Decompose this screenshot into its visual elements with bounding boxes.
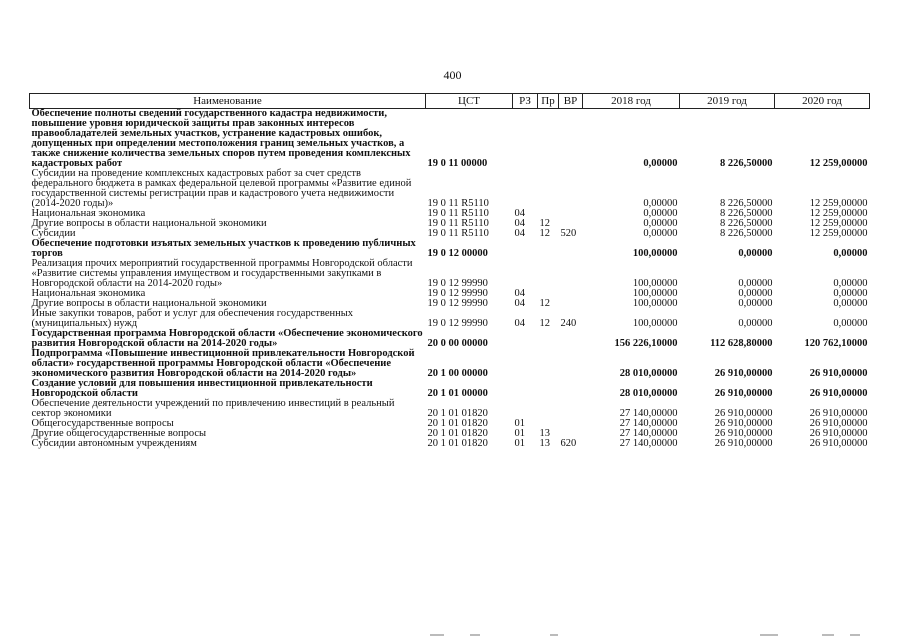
cell-rz (513, 399, 538, 419)
cell-y2019: 0,00000 (738, 318, 773, 329)
cell-y2018: 0,00000 (643, 218, 678, 229)
cell-y2020: 26 910,00000 (809, 388, 868, 399)
cell-y2020: 0,00000 (833, 298, 868, 309)
page-number: 400 (443, 68, 462, 82)
cell-rz: 01 (514, 438, 525, 449)
cell-vr (559, 399, 583, 419)
cell-y2018: 0,00000 (643, 208, 678, 219)
cell-y2019: 26 910,00000 (714, 438, 773, 449)
cell-name: Другие общегосударственные вопросы (31, 428, 207, 439)
cell-pr: 12 (539, 228, 550, 239)
column-header-2020: 2020 год (775, 94, 870, 109)
column-header-name: Наименование (30, 94, 426, 109)
cell-cst: 20 1 01 01820 (427, 408, 488, 419)
cell-y2018: 100,00000 (632, 298, 678, 309)
cell-y2019: 8 226,50000 (720, 198, 773, 209)
cell-vr (559, 169, 583, 209)
cell-rz: 01 (514, 428, 525, 439)
cell-vr (559, 209, 583, 219)
cell-y2020: 26 910,00000 (809, 428, 868, 439)
cell-cst: 19 0 12 99990 (427, 318, 488, 329)
cell-name: Субсидии (31, 228, 76, 239)
cell-pr (538, 239, 559, 259)
cell-vr (559, 289, 583, 299)
cell-y2019: 0,00000 (738, 248, 773, 259)
table-row (30, 309, 870, 329)
cell-y2018: 100,00000 (632, 278, 678, 289)
table-body (30, 109, 870, 450)
cell-name: Общегосударственные вопросы (31, 418, 174, 429)
cell-y2018: 100,00000 (632, 248, 678, 259)
cell-y2019: 26 910,00000 (714, 428, 773, 439)
cell-rz: 04 (514, 208, 525, 219)
cell-y2018: 0,00000 (643, 198, 678, 209)
cell-y2019: 26 910,00000 (714, 368, 773, 379)
cell-name: Субсидии на проведение комплексных кадастровых работ за счет средств федерального бюджета в рамках федеральной целевой программы «Развитие единой государственной системы регистрации прав и кадастрового учета недвижимости (2014-2020 годы)» (31, 168, 412, 209)
cell-pr (538, 379, 559, 399)
cell-vr (559, 329, 583, 349)
cell-pr: 13 (539, 438, 550, 449)
column-header-2018: 2018 год (583, 94, 680, 109)
column-header-rz: РЗ (513, 94, 538, 109)
cell-y2020: 26 910,00000 (809, 418, 868, 429)
cell-y2020: 12 259,00000 (809, 218, 868, 229)
cell-y2018: 100,00000 (632, 288, 678, 299)
cell-vr (559, 349, 583, 379)
cell-y2020: 12 259,00000 (809, 208, 868, 219)
cell-pr: 12 (539, 318, 550, 329)
cell-y2018: 100,00000 (632, 318, 678, 329)
cell-name: Национальная экономика (31, 208, 146, 219)
cell-rz (513, 329, 538, 349)
table-row (30, 349, 870, 379)
cell-y2020: 0,00000 (833, 288, 868, 299)
cell-pr: 13 (539, 428, 550, 439)
column-header-vr: ВР (559, 94, 583, 109)
cell-cst: 20 1 01 00000 (427, 388, 488, 399)
cell-vr (559, 259, 583, 289)
cell-y2019: 26 910,00000 (714, 408, 773, 419)
cell-rz: 04 (514, 298, 525, 309)
table-header (30, 94, 870, 109)
cell-y2018: 27 140,00000 (619, 408, 678, 419)
cell-name: Подпрограмма «Повышение инвестиционной привлекательности Новгородской области» государственной программы Новгородской области «Обеспечение экономического развития Новгородской области на 2014-2020 годы» (31, 348, 415, 379)
cell-y2019: 26 910,00000 (714, 418, 773, 429)
cell-cst: 20 1 01 01820 (427, 428, 488, 439)
table-row (30, 399, 870, 419)
cell-vr: 520 (560, 228, 577, 239)
table-row (30, 379, 870, 399)
cell-pr (538, 109, 559, 170)
cell-rz (513, 379, 538, 399)
scan-artifacts (430, 634, 870, 638)
cell-cst: 19 0 11 00000 (427, 158, 488, 169)
cell-rz: 04 (514, 318, 525, 329)
cell-name: Реализация прочих мероприятий государственной программы Новгородской области «Развитие системы управления имуществом и государственными закупками в Новгородской области на 2014-2020 годы» (31, 258, 413, 289)
cell-y2018: 0,00000 (643, 158, 678, 169)
cell-y2019: 112 628,80000 (710, 338, 773, 349)
cell-cst: 19 0 11 R5110 (427, 198, 489, 209)
table-row (30, 329, 870, 349)
cell-rz (513, 349, 538, 379)
cell-y2019: 8 226,50000 (720, 208, 773, 219)
cell-cst: 19 0 11 R5110 (427, 218, 489, 229)
cell-y2020: 26 910,00000 (809, 368, 868, 379)
cell-y2018: 27 140,00000 (619, 428, 678, 439)
cell-cst: 20 1 01 01820 (427, 418, 488, 429)
budget-table (29, 93, 870, 449)
cell-y2019: 0,00000 (738, 278, 773, 289)
cell-cst: 20 1 00 00000 (427, 368, 488, 379)
cell-y2020: 12 259,00000 (809, 228, 868, 239)
cell-y2019: 0,00000 (738, 298, 773, 309)
cell-y2018: 27 140,00000 (619, 438, 678, 449)
cell-vr (559, 419, 583, 429)
table-row (30, 109, 870, 170)
cell-pr (538, 259, 559, 289)
cell-y2020: 26 910,00000 (809, 438, 868, 449)
cell-name: Национальная экономика (31, 288, 146, 299)
cell-name: Другие вопросы в области национальной экономики (31, 298, 267, 309)
cell-name: Субсидии автономным учреждениям (31, 438, 197, 449)
cell-y2020: 0,00000 (833, 318, 868, 329)
cell-name: Государственная программа Новгородской области «Обеспечение экономического развития Новгородской области на 2014-2020 годы» (31, 328, 423, 349)
cell-pr (538, 349, 559, 379)
cell-rz (513, 109, 538, 170)
cell-vr (559, 299, 583, 309)
cell-rz (513, 239, 538, 259)
cell-y2020: 120 762,10000 (804, 338, 868, 349)
cell-y2020: 12 259,00000 (809, 198, 868, 209)
cell-rz: 01 (514, 418, 525, 429)
cell-rz: 04 (514, 218, 525, 229)
column-header-2019: 2019 год (680, 94, 775, 109)
cell-y2020: 0,00000 (833, 248, 868, 259)
cell-cst: 20 1 01 01820 (427, 438, 488, 449)
column-header-cst: ЦСТ (426, 94, 513, 109)
cell-pr (538, 169, 559, 209)
cell-name: Обеспечение подготовки изъятых земельных участков к проведению публичных торгов (31, 238, 416, 259)
cell-y2018: 28 010,00000 (619, 388, 678, 399)
cell-pr (538, 329, 559, 349)
table-row (30, 439, 870, 449)
table-row (30, 239, 870, 259)
cell-y2018: 0,00000 (643, 228, 678, 239)
cell-rz: 04 (514, 228, 525, 239)
cell-name: Обеспечение полноты сведений государственного кадастра недвижимости, повышение уровня юридической защиты прав законных интересов правообладателей земельных участков, устранение кадастровых ошибок, допущенных при определении местоположения границ земельных участков, а также снижение количества земельных споров путем проведения комплексных кадастровых работ (31, 108, 411, 169)
cell-y2018: 28 010,00000 (619, 368, 678, 379)
cell-y2020: 26 910,00000 (809, 408, 868, 419)
cell-rz: 04 (514, 288, 525, 299)
cell-pr: 12 (539, 218, 550, 229)
cell-cst: 19 0 12 99990 (427, 278, 488, 289)
cell-y2020: 0,00000 (833, 278, 868, 289)
cell-vr (559, 239, 583, 259)
cell-cst: 20 0 00 00000 (427, 338, 488, 349)
cell-cst: 19 0 12 99990 (427, 288, 488, 299)
cell-y2020: 12 259,00000 (809, 158, 868, 169)
cell-vr (559, 109, 583, 170)
cell-y2019: 8 226,50000 (720, 218, 773, 229)
cell-name: Другие вопросы в области национальной экономики (31, 218, 267, 229)
table-row (30, 169, 870, 209)
cell-y2018: 156 226,10000 (614, 338, 678, 349)
cell-y2019: 26 910,00000 (714, 388, 773, 399)
cell-rz (513, 259, 538, 289)
cell-pr (538, 399, 559, 419)
cell-name: Обеспечение деятельности учреждений по привлечению инвестиций в реальный сектор экономики (31, 398, 395, 419)
table-row (30, 259, 870, 289)
column-header-pr: Пр (538, 94, 559, 109)
cell-cst: 19 0 11 R5110 (427, 208, 489, 219)
cell-pr: 12 (539, 298, 550, 309)
cell-cst: 19 0 11 R5110 (427, 228, 489, 239)
cell-cst: 19 0 12 99990 (427, 298, 488, 309)
cell-vr (559, 379, 583, 399)
cell-y2019: 8 226,50000 (720, 228, 773, 239)
cell-vr: 240 (560, 318, 577, 329)
cell-name: Создание условий для повышения инвестиционной привлекательности Новгородской области (31, 378, 373, 399)
cell-name: Иные закупки товаров, работ и услуг для обеспечения государственных (муниципальных) нужд (31, 308, 354, 329)
cell-y2019: 8 226,50000 (720, 158, 773, 169)
cell-vr: 620 (560, 438, 577, 449)
cell-rz (513, 169, 538, 209)
cell-y2018: 27 140,00000 (619, 418, 678, 429)
cell-cst: 19 0 12 00000 (427, 248, 488, 259)
cell-y2019: 0,00000 (738, 288, 773, 299)
